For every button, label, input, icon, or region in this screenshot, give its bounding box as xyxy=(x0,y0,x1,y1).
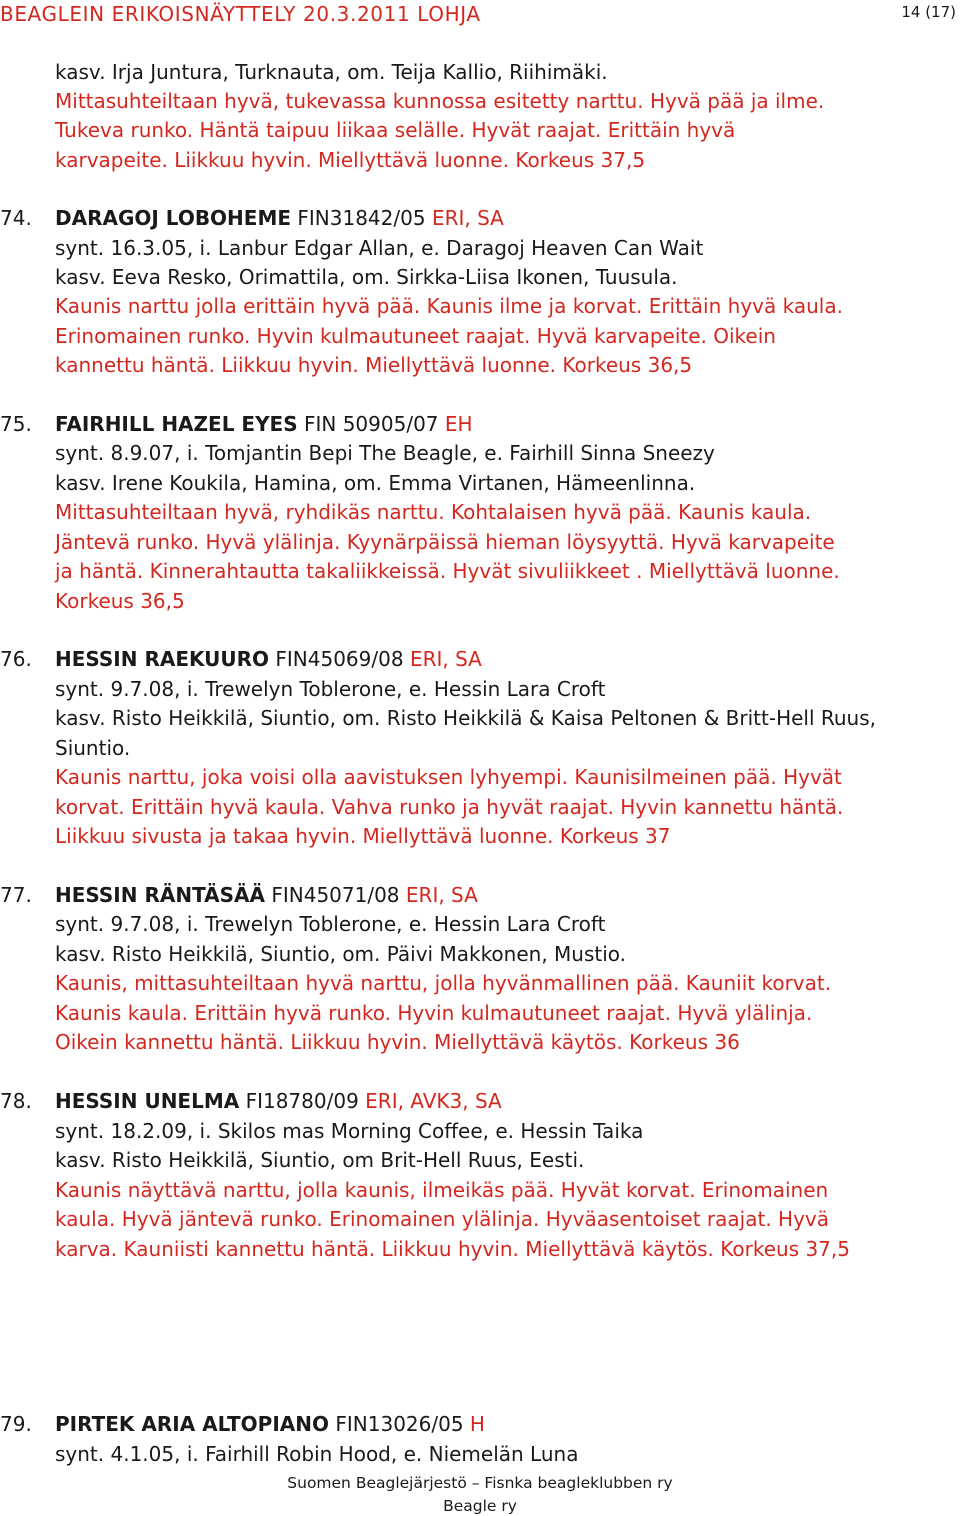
entry-kasv: kasv. Risto Heikkilä, Siuntio, om. Päivi Makkonen, Mustio. xyxy=(55,942,627,966)
entry-number: 76. xyxy=(0,647,32,671)
entry-critique-line: Kaunis, mittasuhteiltaan hyvä narttu, jolla hyvänmallinen pää. Kauniit korvat. xyxy=(55,971,832,995)
dog-name: DARAGOJ LOBOHEME xyxy=(55,206,292,230)
award: ERI, AVK3, SA xyxy=(365,1089,502,1113)
entry-synt: synt. 9.7.08, i. Trewelyn Toblerone, e. Hessin Lara Croft xyxy=(55,677,606,701)
dog-name: HESSIN RAEKUURO xyxy=(55,647,270,671)
entry-critique-line: Erinomainen runko. Hyvin kulmautuneet raajat. Hyvä karvapeite. Oikein xyxy=(55,324,776,348)
entry-synt: synt. 4.1.05, i. Fairhill Robin Hood, e. Niemelän Luna xyxy=(55,1442,579,1466)
show-title: BEAGLEIN ERIKOISNÄYTTELY 20.3.2011 LOHJA xyxy=(0,2,481,26)
page-header xyxy=(0,0,960,34)
entry-critique-line: karva. Kauniisti kannettu häntä. Liikkuu hyvin. Miellyttävä käytös. Korkeus 37,5 xyxy=(55,1237,850,1261)
registration-number: FIN 50905/07 xyxy=(303,412,439,436)
entry-critique-line: kaula. Hyvä jäntevä runko. Erinomainen ylälinja. Hyväasentoiset raajat. Hyvä xyxy=(55,1207,829,1231)
entry-synt: synt. 18.2.09, i. Skilos mas Morning Coffee, e. Hessin Taika xyxy=(55,1119,644,1143)
carryover-critique-line: karvapeite. Liikkuu hyvin. Miellyttävä luonne. Korkeus 37,5 xyxy=(55,148,646,172)
entry-critique-line: Kaunis narttu jolla erittäin hyvä pää. Kaunis ilme ja korvat. Erittäin hyvä kaula. xyxy=(55,294,843,318)
carryover-critique-line: Tukeva runko. Häntä taipuu liikaa selälle. Hyvät raajat. Erittäin hyvä xyxy=(55,118,736,142)
dog-name: HESSIN RÄNTÄSÄÄ xyxy=(55,883,265,907)
carryover-critique-line: Mittasuhteiltaan hyvä, tukevassa kunnossa esitetty narttu. Hyvä pää ja ilme. xyxy=(55,89,825,113)
entry-critique-line: ja häntä. Kinnerahtautta takaliikkeissä. Hyvät sivuliikkeet . Miellyttävä luonne. xyxy=(55,559,840,583)
dog-name: PIRTEK ARIA ALTOPIANO xyxy=(55,1412,330,1436)
entry-synt: synt. 16.3.05, i. Lanbur Edgar Allan, e. Daragoj Heaven Can Wait xyxy=(55,236,704,260)
entry-kasv: kasv. Irene Koukila, Hamina, om. Emma Virtanen, Hämeenlinna. xyxy=(55,471,696,495)
entry-kasv: kasv. Eeva Resko, Orimattila, om. Sirkka-Liisa Ikonen, Tuusula. xyxy=(55,265,678,289)
dog-name: FAIRHILL HAZEL EYES xyxy=(55,412,298,436)
entry-synt: synt. 9.7.08, i. Trewelyn Toblerone, e. Hessin Lara Croft xyxy=(55,912,606,936)
entry-number: 77. xyxy=(0,883,32,907)
page-number: 14 (17) xyxy=(901,3,956,21)
entry-critique-line: Oikein kannettu häntä. Liikkuu hyvin. Miellyttävä käytös. Korkeus 36 xyxy=(55,1030,740,1054)
award: ERI, SA xyxy=(409,647,482,671)
award: EH xyxy=(444,412,473,436)
entry-heading xyxy=(0,881,478,910)
registration-number: FIN45071/08 xyxy=(271,883,400,907)
entry-number: 78. xyxy=(0,1089,32,1113)
entry-critique-line: Kaunis kaula. Erittäin hyvä runko. Hyvin kulmautuneet raajat. Hyvä ylälinja. xyxy=(55,1001,813,1025)
entry-critique-line: Korkeus 36,5 xyxy=(55,589,185,613)
entry-heading xyxy=(0,1087,502,1116)
footer-club: Beagle ry xyxy=(443,1497,517,1515)
award: ERI, SA xyxy=(405,883,478,907)
entry-critique-line: Mittasuhteiltaan hyvä, ryhdikäs narttu. Kohtalaisen hyvä pää. Kaunis kaula. xyxy=(55,500,812,524)
entry-number: 74. xyxy=(0,206,32,230)
entry-kasv: kasv. Risto Heikkilä, Siuntio, om. Risto Heikkilä & Kaisa Peltonen & Britt-Hell Ruus, xyxy=(55,706,877,730)
entry-heading xyxy=(0,645,482,674)
entry-heading xyxy=(0,204,504,233)
registration-number: FIN31842/05 xyxy=(297,206,426,230)
entry-critique-line: Jäntevä runko. Hyvä ylälinja. Kyynärpäissä hieman löysyyttä. Hyvä karvapeite xyxy=(55,530,835,554)
entry-heading xyxy=(0,410,473,439)
award: H xyxy=(469,1412,485,1436)
entry-kasv: Siuntio. xyxy=(55,736,131,760)
carryover-kasv: kasv. Irja Juntura, Turknauta, om. Teija Kallio, Riihimäki. xyxy=(55,60,608,84)
entry-critique-line: Kaunis näyttävä narttu, jolla kaunis, ilmeikäs pää. Hyvät korvat. Erinomainen xyxy=(55,1178,829,1202)
registration-number: FI18780/09 xyxy=(245,1089,359,1113)
entry-synt: synt. 8.9.07, i. Tomjantin Bepi The Beagle, e. Fairhill Sinna Sneezy xyxy=(55,441,715,465)
entry-heading xyxy=(0,1410,485,1439)
entry-kasv: kasv. Risto Heikkilä, Siuntio, om Brit-Hell Ruus, Eesti. xyxy=(55,1148,585,1172)
entry-critique-line: kannettu häntä. Liikkuu hyvin. Miellyttävä luonne. Korkeus 36,5 xyxy=(55,353,693,377)
registration-number: FIN45069/08 xyxy=(275,647,404,671)
entry-number: 79. xyxy=(0,1412,32,1436)
entry-critique-line: korvat. Erittäin hyvä kaula. Vahva runko ja hyvät raajat. Hyvin kannettu häntä. xyxy=(55,795,844,819)
registration-number: FIN13026/05 xyxy=(335,1412,464,1436)
award: ERI, SA xyxy=(431,206,504,230)
entry-critique-line: Liikkuu sivusta ja takaa hyvin. Miellyttävä luonne. Korkeus 37 xyxy=(55,824,671,848)
dog-name: HESSIN UNELMA xyxy=(55,1089,240,1113)
entry-critique-line: Kaunis narttu, joka voisi olla aavistuksen lyhyempi. Kaunisilmeinen pää. Hyvät xyxy=(55,765,842,789)
entry-number: 75. xyxy=(0,412,32,436)
footer-organization: Suomen Beaglejärjestö – Fisnka beagleklubben ry xyxy=(287,1474,673,1492)
